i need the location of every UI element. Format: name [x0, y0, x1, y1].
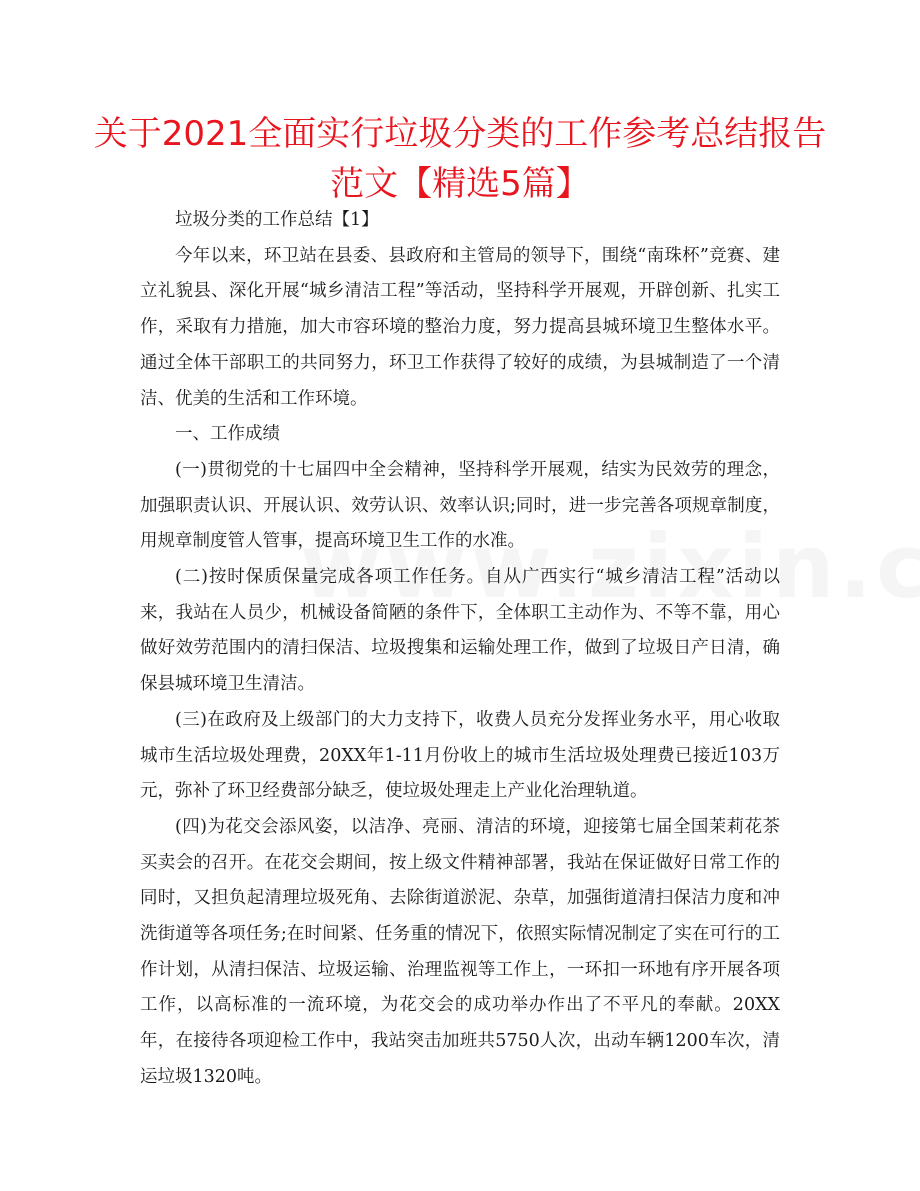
paragraph-item-1: (一)贯彻党的十七届四中全会精神，坚持科学开展观，结实为民效劳的理念，加强职责认识、开展认识、效劳认识、效率认识;同时，进一步完善各项规章制度，用规章制度管人管事，提高环境卫生工作的水准。	[140, 459, 780, 552]
document-body	[140, 203, 780, 1096]
document-title-line-2: 范文【精选5篇】	[330, 164, 590, 204]
paragraph-item-3: (三)在政府及上级部门的大力支持下，收费人员充分发挥业务水平，用心收取城市生活垃圾处理费，20XX年1-11月份收上的城市生活垃圾处理费已接近103万元，弥补了环卫经费部分缺乏，使垃圾处理走上产业化治理轨道。	[140, 709, 780, 802]
paragraph-item-2: (二)按时保质保量完成各项工作任务。自从广西实行“城乡清洁工程”活动以来，我站在人员少，机械设备简陋的条件下，全体职工主动作为、不等不靠，用心做好效劳范围内的清扫保洁、垃圾搜集和运输处理工作，做到了垃圾日产日清，确保县城环境卫生清洁。	[140, 567, 780, 695]
subheading-achievements: 一、工作成绩	[175, 424, 280, 445]
section-heading: 垃圾分类的工作总结【1】	[175, 210, 379, 230]
paragraph-item-4: (四)为花交会添风姿，以洁净、亮丽、清洁的环境，迎接第七届全国茉莉花茶买卖会的召开。在花交会期间，按上级文件精神部署，我站在保证做好日常工作的同时，又担负起清理垃圾死角、去除街道淤泥、杂草，加强街道清扫保洁力度和冲洗街道等各项任务;在时间紧、任务重的情况下，依照实际情况制定了实在可行的工作计划，从清扫保洁、垃圾运输、治理监视等工作上，一环扣一环地有序开展各项工作，以高标准的一流环境，为花交会的成功举办作出了不平凡的奉献。20XX年，在接待各项迎检工作中，我站突击加班共5750人次，出动车辆1200车次，清运垃圾1320吨。	[140, 816, 780, 1087]
document-title-line-1: 关于2021全面实行垃圾分类的工作参考总结报告	[93, 114, 827, 154]
paragraph-intro: 今年以来，环卫站在县委、县政府和主管局的领导下，围绕“南珠杯”竞赛、建立礼貌县、深化开展“城乡清洁工程”等活动，坚持科学开展观，开辟创新、扎实工作，采取有力措施，加大市容环境的整治力度，努力提高县城环境卫生整体水平。通过全体干部职工的共同努力，环卫工作获得了较好的成绩，为县城制造了一个清洁、优美的生活和工作环境。	[140, 245, 780, 409]
